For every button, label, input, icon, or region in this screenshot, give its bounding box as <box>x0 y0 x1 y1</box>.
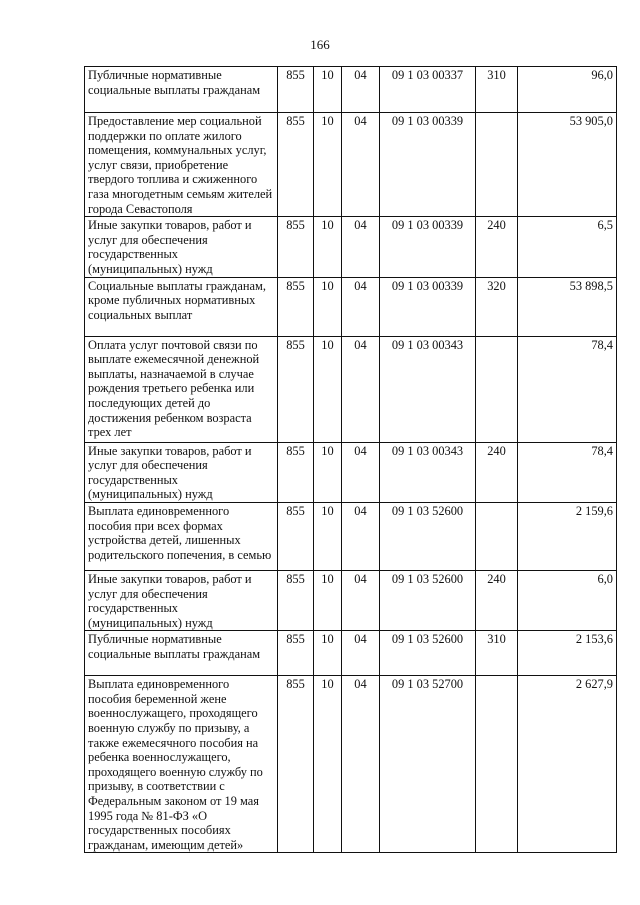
section-cell: 10 <box>314 570 342 630</box>
section-cell: 10 <box>314 277 342 336</box>
subsection-cell: 04 <box>342 336 380 442</box>
table-row <box>85 67 617 113</box>
subsection-cell: 04 <box>342 502 380 570</box>
target-article-cell: 09 1 03 00339 <box>380 113 476 217</box>
amount-cell: 6,0 <box>518 570 617 630</box>
amount-cell: 6,5 <box>518 217 617 277</box>
target-article-cell: 09 1 03 00343 <box>380 336 476 442</box>
expense-name-cell: Оплата услуг почтовой связи по выплате ежемесячной денежной выплаты, назначаемой в случае рождения третьего ребенка или последующих детей до достижения ребенком возраста трех лет <box>85 336 278 442</box>
section-cell: 10 <box>314 676 342 853</box>
table-row <box>85 676 617 853</box>
amount-cell: 2 153,6 <box>518 631 617 676</box>
table-row <box>85 113 617 217</box>
target-article-cell: 09 1 03 00339 <box>380 217 476 277</box>
table-row <box>85 570 617 630</box>
section-cell: 10 <box>314 442 342 502</box>
expense-name-cell: Публичные нормативные социальные выплаты гражданам <box>85 67 278 113</box>
target-article-cell: 09 1 03 52700 <box>380 676 476 853</box>
expense-name-cell: Иные закупки товаров, работ и услуг для обеспечения государственных (муниципальных) нужд <box>85 217 278 277</box>
admin-code-cell: 855 <box>278 502 314 570</box>
table-row <box>85 631 617 676</box>
amount-cell: 53 898,5 <box>518 277 617 336</box>
admin-code-cell: 855 <box>278 570 314 630</box>
expense-name-cell: Иные закупки товаров, работ и услуг для обеспечения государственных (муниципальных) нужд <box>85 442 278 502</box>
table-row <box>85 336 617 442</box>
section-cell: 10 <box>314 217 342 277</box>
subsection-cell: 04 <box>342 631 380 676</box>
table-row <box>85 277 617 336</box>
budget-table <box>84 66 617 853</box>
expense-type-cell <box>476 502 518 570</box>
expense-type-cell: 310 <box>476 631 518 676</box>
subsection-cell: 04 <box>342 217 380 277</box>
admin-code-cell: 855 <box>278 336 314 442</box>
section-cell: 10 <box>314 631 342 676</box>
subsection-cell: 04 <box>342 277 380 336</box>
section-cell: 10 <box>314 336 342 442</box>
subsection-cell: 04 <box>342 570 380 630</box>
section-cell: 10 <box>314 67 342 113</box>
subsection-cell: 04 <box>342 676 380 853</box>
amount-cell: 2 159,6 <box>518 502 617 570</box>
expense-type-cell: 320 <box>476 277 518 336</box>
section-cell: 10 <box>314 502 342 570</box>
expense-type-cell: 240 <box>476 217 518 277</box>
target-article-cell: 09 1 03 52600 <box>380 570 476 630</box>
expense-name-cell: Предоставление мер социальной поддержки по оплате жилого помещения, коммунальных услуг, услуг связи, приобретение твердого топлива и сжиженного газа многодетным семьям жителей города Севастополя <box>85 113 278 217</box>
subsection-cell: 04 <box>342 113 380 217</box>
subsection-cell: 04 <box>342 67 380 113</box>
page-number: 166 <box>310 37 330 52</box>
admin-code-cell: 855 <box>278 113 314 217</box>
expense-type-cell: 240 <box>476 570 518 630</box>
admin-code-cell: 855 <box>278 277 314 336</box>
admin-code-cell: 855 <box>278 676 314 853</box>
section-cell: 10 <box>314 113 342 217</box>
amount-cell: 53 905,0 <box>518 113 617 217</box>
target-article-cell: 09 1 03 00337 <box>380 67 476 113</box>
expense-name-cell: Иные закупки товаров, работ и услуг для обеспечения государственных (муниципальных) нужд <box>85 570 278 630</box>
expense-name-cell: Выплата единовременного пособия беременной жене военнослужащего, проходящего военную службу по призыву, а также ежемесячного пособия на ребенка военнослужащего, проходящего военную службу по призыву, в соответствии с Федеральным законом от 19 мая 1995 года № 81-ФЗ «О государственных пособиях гражданам, имеющим детей» <box>85 676 278 853</box>
expense-type-cell: 310 <box>476 67 518 113</box>
expense-type-cell <box>476 113 518 217</box>
amount-cell: 96,0 <box>518 67 617 113</box>
target-article-cell: 09 1 03 00343 <box>380 442 476 502</box>
expense-name-cell: Публичные нормативные социальные выплаты гражданам <box>85 631 278 676</box>
table-row <box>85 502 617 570</box>
subsection-cell: 04 <box>342 442 380 502</box>
amount-cell: 78,4 <box>518 442 617 502</box>
amount-cell: 78,4 <box>518 336 617 442</box>
table-row <box>85 442 617 502</box>
admin-code-cell: 855 <box>278 217 314 277</box>
target-article-cell: 09 1 03 00339 <box>380 277 476 336</box>
expense-type-cell <box>476 676 518 853</box>
table-row <box>85 217 617 277</box>
expense-type-cell: 240 <box>476 442 518 502</box>
admin-code-cell: 855 <box>278 442 314 502</box>
amount-cell: 2 627,9 <box>518 676 617 853</box>
admin-code-cell: 855 <box>278 67 314 113</box>
target-article-cell: 09 1 03 52600 <box>380 631 476 676</box>
expense-type-cell <box>476 336 518 442</box>
admin-code-cell: 855 <box>278 631 314 676</box>
expense-name-cell: Социальные выплаты гражданам, кроме публичных нормативных социальных выплат <box>85 277 278 336</box>
target-article-cell: 09 1 03 52600 <box>380 502 476 570</box>
expense-name-cell: Выплата единовременного пособия при всех формах устройства детей, лишенных родительского попечения, в семью <box>85 502 278 570</box>
